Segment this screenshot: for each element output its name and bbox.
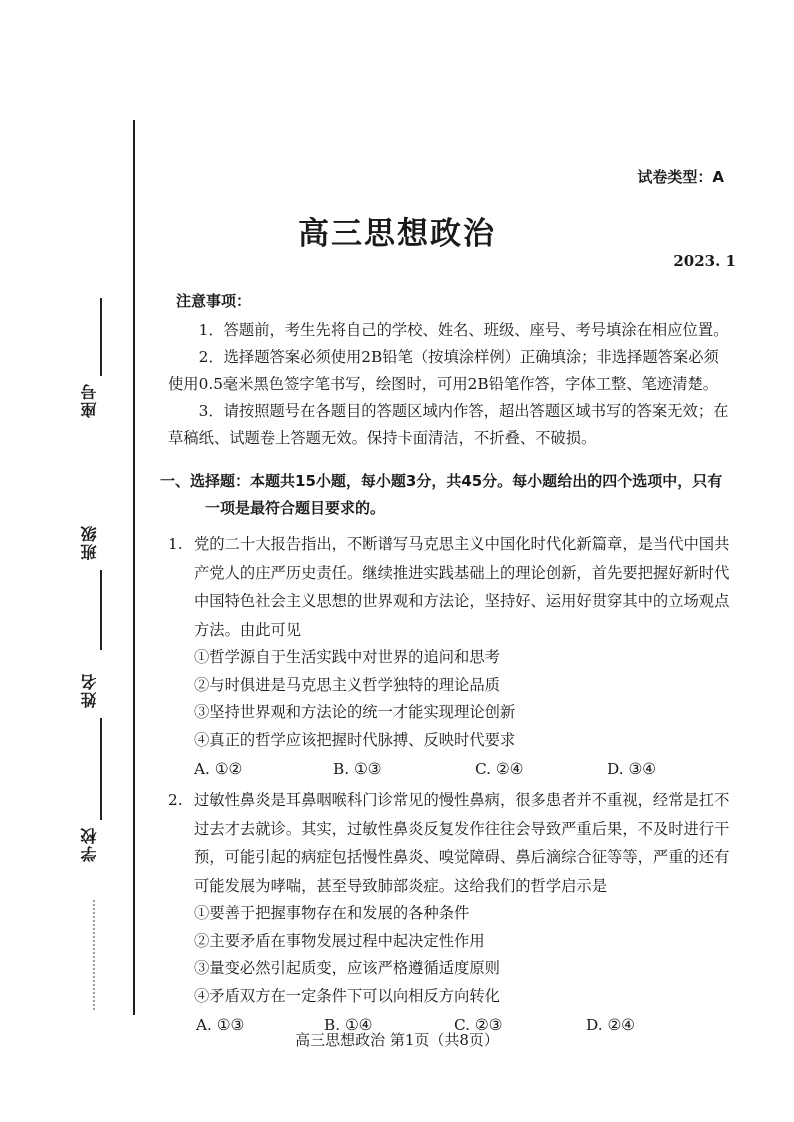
notice-item: 2．选择题答案必须使用2B铅笔（按填涂样例）正确填涂；非选择题答案必须使用0.5毫米黑色签字笔书写，绘图时，可用2B铅笔作答，字体工整、笔迹清楚。 bbox=[168, 348, 719, 393]
question-number: 1. bbox=[168, 535, 183, 553]
choice-a: A. ①③ bbox=[196, 1016, 245, 1034]
exam-content bbox=[160, 290, 734, 1040]
section-heading-line1: 一、选择题：本题共15小题，每小题3分，共45分。每小题给出的四个选项中，只有 bbox=[160, 472, 723, 490]
binding-line bbox=[133, 120, 135, 1015]
seat-field bbox=[78, 298, 102, 458]
name-underline bbox=[100, 718, 102, 808]
choice-a: A. ①② bbox=[194, 760, 243, 778]
question-2 bbox=[168, 786, 734, 1040]
paper-type: 试卷类型：A bbox=[637, 168, 724, 186]
class-label: 班级 bbox=[80, 524, 99, 560]
section-heading bbox=[160, 468, 734, 522]
question-1 bbox=[168, 530, 734, 784]
statement-option: ①哲学源自于生活实践中对世界的追问和思考 bbox=[194, 648, 500, 666]
notice-item: 3．请按照题号在各题目的答题区域内作答，超出答题区域书写的答案无效；在草稿纸、试题卷上答题无效。保持卡面清洁，不折叠、不破损。 bbox=[168, 402, 729, 447]
statement-option: ③量变必然引起质变，应该严格遵循适度原则 bbox=[194, 959, 500, 977]
choice-c: C. ②③ bbox=[454, 1016, 503, 1034]
statement-option: ③坚持世界观和方法论的统一才能实现理论创新 bbox=[194, 703, 516, 721]
name-label: 姓名 bbox=[80, 672, 99, 708]
question-text: 过敏性鼻炎是耳鼻咽喉科门诊常见的慢性鼻病，很多患者并不重视，经常是扛不过去才去就诊。其实，过敏性鼻炎反复发作往往会导致严重后果，不及时进行干预，可能引起的病症包括慢性鼻炎、嗅觉障碍、鼻后滴综合征等等，严重的还有可能发展为哮喘，甚至导致肺部炎症。这给我们的哲学启示是 bbox=[194, 791, 730, 895]
school-label: 学校 bbox=[80, 826, 99, 862]
seat-underline bbox=[100, 298, 102, 376]
question-stem bbox=[168, 786, 734, 900]
question-stem bbox=[168, 530, 734, 644]
question-number: 2. bbox=[168, 791, 183, 809]
choice-d: D. ②④ bbox=[586, 1016, 635, 1034]
choice-b: B. ①④ bbox=[324, 1016, 373, 1034]
statement-option: ④矛盾双方在一定条件下可以向相反方向转化 bbox=[194, 986, 500, 1005]
statement-option: ②主要矛盾在事物发展过程中起决定性作用 bbox=[194, 931, 485, 950]
name-field bbox=[78, 600, 102, 760]
section-heading-line2: 一项是最符合题目要求的。 bbox=[205, 499, 386, 517]
statement-option: ②与时俱进是马克思主义哲学独特的理论品质 bbox=[194, 675, 500, 694]
statement-option: ④真正的哲学应该把握时代脉搏、反映时代要求 bbox=[194, 730, 516, 749]
school-field bbox=[78, 800, 102, 900]
notice-item: 1．答题前，考生先将自己的学校、姓名、班级、座号、考号填涂在相应位置。 bbox=[198, 321, 729, 339]
question-text: 党的二十大报告指出，不断谱写马克思主义中国化时代化新篇章，是当代中国共产党人的庄严历史责任。继续推进实践基础上的理论创新，首先要把握好新时代中国特色社会主义思想的世界观和方法论，坚持好、运用好贯穿其中的立场观点方法。由此可见 bbox=[194, 535, 730, 639]
answer-choices bbox=[194, 754, 734, 784]
school-underline bbox=[100, 800, 102, 820]
choice-b: B. ①③ bbox=[333, 760, 382, 778]
choice-d: D. ③④ bbox=[607, 760, 656, 778]
notice-heading: 注意事项： bbox=[176, 292, 252, 310]
binding-dots bbox=[93, 900, 95, 1010]
page-footer: 高三思想政治 第1页（共8页） bbox=[295, 1031, 499, 1049]
seat-label: 座号 bbox=[80, 382, 99, 418]
statement-option: ①要善于把握事物存在和发展的各种条件 bbox=[194, 904, 470, 922]
page-title: 高三思想政治 bbox=[298, 216, 496, 252]
choice-c: C. ②④ bbox=[475, 760, 524, 778]
exam-date: 2023. 1 bbox=[673, 252, 736, 270]
